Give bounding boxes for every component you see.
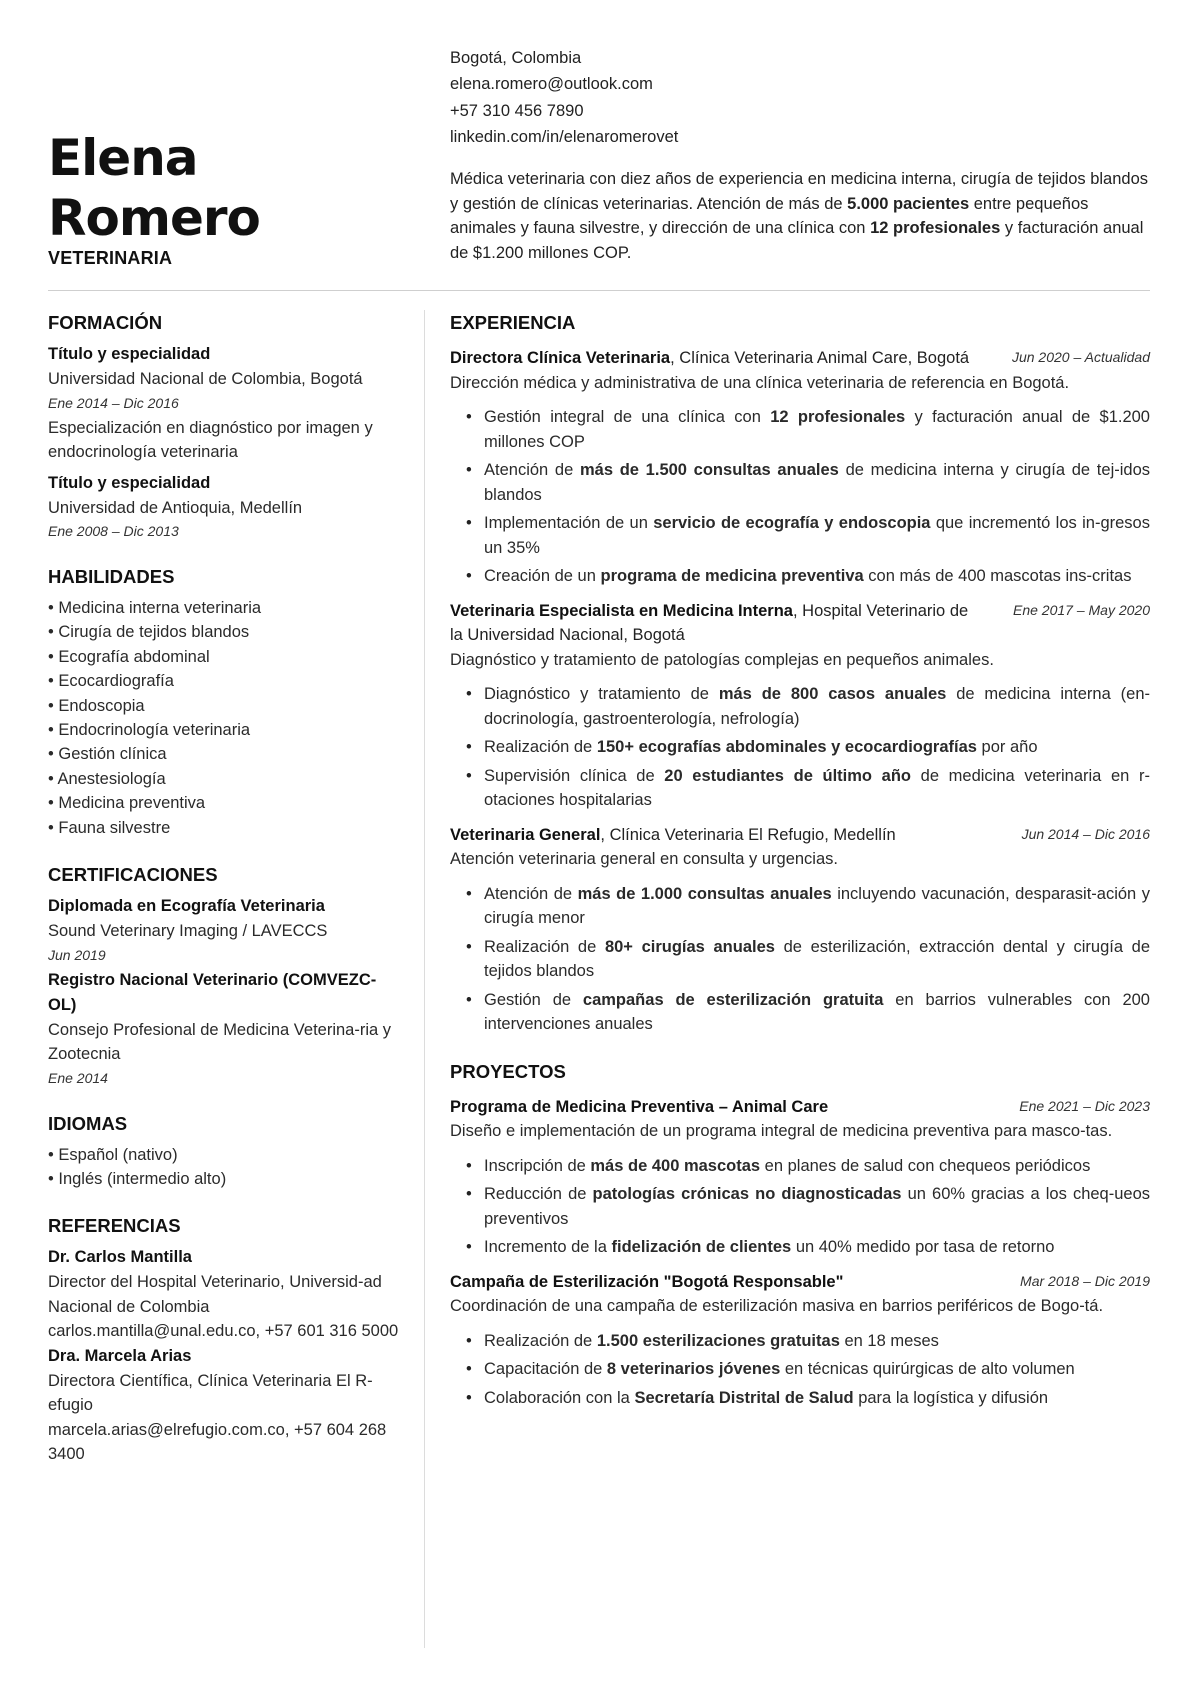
section-title-education: FORMACIÓN (48, 312, 163, 333)
achievement-item (484, 1154, 1150, 1179)
text-run: y facturación anual de $1.200 millones COP. (450, 219, 1144, 262)
text-run: en barrios vulnerables con 200 intervenciones anuales (484, 990, 1150, 1033)
column-divider (424, 310, 425, 1648)
job-description: Diagnóstico y tratamiento de patologías complejas en pequeños animales. (450, 650, 994, 669)
job-achievements (450, 682, 1150, 813)
section-title-experience: EXPERIENCIA (450, 312, 576, 333)
certification-issuer: Consejo Profesional de Medicina Veterina-ria y Zootecnia (48, 1020, 392, 1064)
bold-text: 5.000 pacientes (847, 194, 970, 213)
achievement-item (484, 682, 1150, 731)
project-achievements (450, 1329, 1150, 1411)
text-run: con más de 400 mascotas ins-critas (863, 567, 1132, 585)
text-run: Implementación de un (484, 514, 654, 532)
job-organization: , Clínica Veterinaria El Refugio, Medellín (600, 825, 896, 844)
section-title-references: REFERENCIAS (48, 1215, 181, 1237)
bold-text: patologías crónicas no diagnosticadas (592, 1185, 902, 1203)
project-title: Campaña de Esterilización "Bogotá Responsable" (450, 1272, 844, 1291)
achievement-item (484, 1235, 1150, 1260)
text-run: que incrementó los in-gresos un 35% (484, 514, 1150, 557)
reference-role: Director del Hospital Veterinario, Universid-ad Nacional de Colombia (48, 1273, 382, 1316)
name-first: Elena (48, 129, 198, 187)
text-run: Médica veterinaria con diez años de experiencia en medicina interna, cirugía de tejidos blandos y gestión de clínicas veterinarias. Atención de más de (450, 170, 1149, 213)
bold-text: 1.500 esterilizaciones gratuitas (596, 1331, 840, 1350)
contact-location: Bogotá, Colombia (450, 49, 582, 67)
project-entry (450, 1095, 1150, 1260)
reference-contact: marcela.arias@elrefugio.com.co, +57 604 268 3400 (48, 1420, 387, 1464)
education-degree: Título y especialidad (48, 345, 211, 363)
bold-text: más de 1.000 consultas anuales (577, 884, 832, 903)
certification-date: Ene 2014 (48, 1069, 108, 1086)
job-dates: Ene 2017 – May 2020 (1013, 601, 1150, 618)
certification-item (48, 894, 402, 966)
section-title-languages: IDIOMAS (48, 1112, 128, 1134)
text-run: Realización de (484, 738, 597, 756)
reference-item (48, 1344, 402, 1467)
job-title: Directora Clínica Veterinaria (450, 349, 671, 367)
skill-item: • Cirugía de tejidos blandos (48, 623, 250, 642)
bold-text: más de 400 mascotas (590, 1156, 761, 1175)
projects-list (450, 1095, 1150, 1411)
job-achievements (450, 882, 1150, 1037)
bold-text: Secretaría Distrital de Salud (634, 1388, 854, 1407)
job-title: Veterinaria General (450, 825, 601, 844)
text-run: entre pequeños animales y fauna silvestre, y dirección de una clínica con (450, 194, 1089, 237)
education-school: Universidad Nacional de Colombia, Bogotá (48, 370, 363, 388)
education-detail: Especialización en diagnóstico por imagen y endocrinología veterinaria (48, 418, 373, 461)
text-run: Inscripción de (484, 1156, 591, 1175)
section-title-projects: PROYECTOS (450, 1060, 566, 1082)
achievement-item (484, 1329, 1150, 1354)
skill-item: • Ecocardiografía (48, 672, 174, 691)
job-title: Veterinaria Especialista en Medicina Interna (450, 601, 793, 620)
text-run: Gestión de (484, 990, 583, 1009)
section-spacer (450, 1047, 1150, 1059)
job-organization: , Clínica Veterinaria Animal Care, Bogotá (670, 349, 970, 367)
certification-item (48, 968, 402, 1089)
job-description: Atención veterinaria general en consulta y urgencias. (450, 850, 838, 868)
achievement-item (484, 511, 1150, 560)
text-run: un 60% gracias a los cheq-ueos preventivos (484, 1185, 1150, 1228)
reference-name: Dra. Marcela Arias (48, 1346, 192, 1365)
job-entry (450, 346, 1150, 589)
experience-list (450, 346, 1150, 1037)
header-divider (48, 290, 1150, 291)
job-heading (450, 346, 1150, 371)
certification-date: Jun 2019 (48, 946, 106, 963)
text-run: Capacitación de (484, 1360, 607, 1378)
reference-name: Dr. Carlos Mantilla (48, 1248, 192, 1267)
job-description: Dirección médica y administrativa de una clínica veterinaria de referencia en Bogotá. (450, 373, 1070, 392)
achievement-item (484, 405, 1150, 454)
skill-item: • Gestión clínica (48, 745, 167, 764)
skill-item: • Medicina preventiva (48, 794, 206, 813)
bold-text: más de 1.500 consultas anuales (579, 461, 839, 479)
skill-item: • Endoscopia (48, 696, 145, 715)
text-run: y facturación anual de $1.200 millones COP (484, 408, 1150, 451)
job-heading (450, 599, 1150, 648)
skill-item: • Endocrinología veterinaria (48, 721, 251, 740)
achievement-item (484, 1357, 1150, 1382)
right-column (450, 310, 1150, 1420)
achievement-item (484, 882, 1150, 931)
bold-text: 8 veterinarios jóvenes (606, 1360, 781, 1378)
name-last: Romero (48, 189, 260, 247)
text-run: en planes de salud con chequeos periódicos (760, 1156, 1091, 1175)
text-run: un 40% medido por tasa de retorno (791, 1238, 1055, 1256)
reference-item (48, 1245, 402, 1344)
achievement-item (484, 458, 1150, 507)
reference-role: Directora Científica, Clínica Veterinaria El R-efugio (48, 1371, 373, 1415)
section-title-skills: HABILIDADES (48, 566, 175, 587)
candidate-name (48, 128, 260, 248)
education-degree: Título y especialidad (48, 473, 211, 492)
skill-item: • Fauna silvestre (48, 818, 171, 837)
achievement-item (484, 988, 1150, 1037)
education-item (48, 342, 402, 465)
skill-item: • Anestesiología (48, 769, 166, 788)
achievement-item (484, 735, 1150, 760)
text-run: por año (976, 738, 1038, 756)
achievement-item (484, 564, 1150, 589)
text-run: Reducción de (484, 1185, 593, 1203)
bold-text: 150+ ecografías abdominales y ecocardiografías (596, 738, 977, 756)
certification-name: Diplomada en Ecografía Veterinaria (48, 897, 325, 916)
job-dates: Jun 2020 – Actualidad (1011, 349, 1150, 365)
education-section (48, 310, 402, 542)
skill-item: • Medicina interna veterinaria (48, 599, 262, 617)
project-description: Diseño e implementación de un programa integral de medicina preventiva para masco-tas. (450, 1122, 1113, 1140)
languages-section (48, 1111, 402, 1192)
contact-email[interactable]: elena.romero@outlook.com (450, 75, 653, 94)
text-run: para la logística y difusión (853, 1388, 1049, 1407)
project-entry (450, 1270, 1150, 1411)
project-achievements (450, 1154, 1150, 1260)
achievement-item (484, 1386, 1150, 1411)
education-school: Universidad de Antioquia, Medellín (48, 498, 303, 517)
certification-name: Registro Nacional Veterinario (COMVEZC-OL) (48, 970, 377, 1014)
bold-text: programa de medicina preventiva (600, 567, 864, 585)
text-run: incluyendo vacunación, desparasit-ación y cirugía menor (484, 884, 1150, 927)
achievement-item (484, 764, 1150, 813)
education-item (48, 471, 402, 543)
project-heading (450, 1270, 1150, 1295)
text-run: Realización de (484, 937, 605, 956)
job-dates: Jun 2014 – Dic 2016 (1021, 825, 1150, 842)
job-entry (450, 599, 1150, 813)
text-run: Atención de (484, 461, 580, 479)
skills-list (48, 596, 402, 840)
text-run: Colaboración con la (484, 1388, 635, 1407)
profile-summary (450, 167, 1150, 265)
job-organization: , Hospital Veterinario de la Universidad Nacional, Bogotá (450, 601, 969, 644)
text-run: Diagnóstico y tratamiento de (484, 685, 719, 703)
bold-text: 12 profesionales (870, 219, 1001, 237)
contact-block (450, 45, 678, 150)
project-title: Programa de Medicina Preventiva – Animal Care (450, 1097, 829, 1116)
section-title-certifications: CERTIFICACIONES (48, 864, 218, 886)
bold-text: fidelización de clientes (611, 1238, 792, 1256)
education-dates: Ene 2008 – Dic 2013 (48, 523, 179, 539)
text-run: de esterilización, extracción dental y cirugía de tejidos blandos (484, 937, 1151, 980)
language-item: • Español (nativo) (48, 1145, 178, 1164)
job-heading (450, 823, 1150, 848)
text-run: de medicina interna y cirugía de tej-idos blandos (484, 461, 1150, 504)
project-heading (450, 1095, 1150, 1120)
project-description: Coordinación de una campaña de esterilización masiva en barrios periféricos de Bogo-tá. (450, 1297, 1104, 1315)
text-run: en 18 meses (839, 1331, 939, 1350)
skills-section (48, 564, 402, 840)
contact-phone: +57 310 456 7890 (450, 101, 584, 120)
text-run: Realización de (484, 1331, 597, 1350)
text-run: de medicina interna (en-docrinología, gastroenterología, nefrología) (484, 685, 1150, 728)
project-dates: Ene 2021 – Dic 2023 (1019, 1097, 1150, 1114)
contact-linkedin[interactable]: linkedin.com/in/elenaromerovet (450, 127, 679, 146)
bold-text: 80+ cirugías anuales (604, 937, 775, 956)
bold-text: 12 profesionales (770, 408, 906, 426)
text-run: de medicina veterinaria en r-otaciones hospitalarias (484, 766, 1150, 809)
languages-list (48, 1143, 402, 1192)
text-run: Supervisión clínica de (484, 766, 665, 785)
bold-text: campañas de esterilización gratuita (582, 990, 884, 1009)
achievement-item (484, 935, 1150, 984)
reference-contact: carlos.mantilla@unal.edu.co, +57 601 316 5000 (48, 1322, 399, 1341)
job-entry (450, 823, 1150, 1037)
text-run: Creación de un (484, 567, 601, 585)
project-dates: Mar 2018 – Dic 2019 (1020, 1272, 1150, 1289)
skill-item: • Ecografía abdominal (48, 647, 210, 666)
language-item: • Inglés (intermedio alto) (48, 1169, 227, 1188)
certifications-section (48, 862, 402, 1089)
text-run: Atención de (484, 884, 578, 903)
candidate-role: VETERINARIA (48, 248, 173, 268)
achievement-item (484, 1182, 1150, 1231)
left-column (48, 310, 402, 1489)
bold-text: 20 estudiantes de último año (664, 766, 911, 785)
text-run: en técnicas quirúrgicas de alto volumen (780, 1360, 1075, 1378)
text-run: Incremento de la (484, 1238, 612, 1256)
education-dates: Ene 2014 – Dic 2016 (48, 394, 179, 411)
text-run: Gestión integral de una clínica con (484, 408, 771, 426)
references-section (48, 1213, 402, 1467)
bold-text: más de 800 casos anuales (718, 685, 947, 703)
certification-issuer: Sound Veterinary Imaging / LAVECCS (48, 922, 328, 941)
job-achievements (450, 405, 1150, 589)
bold-text: servicio de ecografía y endoscopia (653, 514, 931, 532)
